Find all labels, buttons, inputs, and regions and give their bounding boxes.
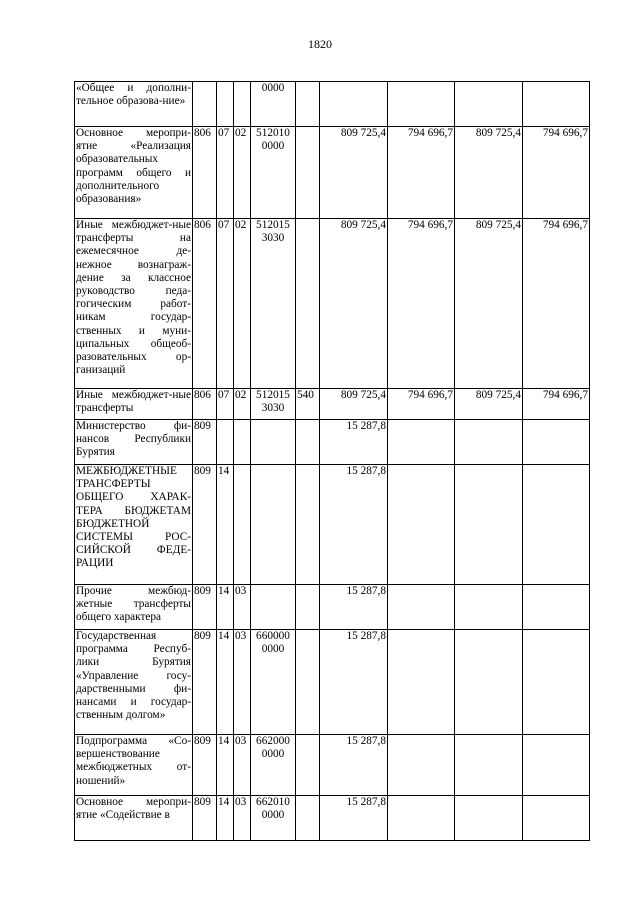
row-sum-1: 15 287,8 [320, 735, 388, 796]
row-section: 14 [217, 796, 234, 841]
row-sum-3 [455, 465, 523, 585]
table-row [75, 465, 590, 585]
row-expense-type [296, 219, 320, 389]
row-expense-type [296, 630, 320, 735]
row-subsection: 03 [234, 796, 251, 841]
row-sum-1: 15 287,8 [320, 465, 388, 585]
row-sum-3 [455, 585, 523, 630]
row-section: 14 [217, 465, 234, 585]
row-name: Иные межбюджет-ные трансферты [75, 389, 193, 420]
row-sum-2 [388, 630, 455, 735]
row-subsection: 02 [234, 219, 251, 389]
row-target-article [251, 420, 296, 465]
row-name: Основное меропри-ятие «Содействие в [75, 796, 193, 841]
row-section: 07 [217, 389, 234, 420]
row-section: 14 [217, 585, 234, 630]
row-sum-4: 794 696,7 [523, 127, 590, 219]
row-section [217, 420, 234, 465]
row-expense-type [296, 796, 320, 841]
row-target-article: 662010 0000 [251, 796, 296, 841]
row-expense-type [296, 82, 320, 127]
row-sum-3 [455, 796, 523, 841]
row-subsection: 02 [234, 389, 251, 420]
row-sum-1: 809 725,4 [320, 127, 388, 219]
row-target-article: 512015 3030 [251, 219, 296, 389]
row-sum-3: 809 725,4 [455, 389, 523, 420]
row-expense-type [296, 465, 320, 585]
row-name: Основное меропри-ятие «Реализация образовательных программ общего и дополнительного образования» [75, 127, 193, 219]
row-expense-type [296, 420, 320, 465]
row-sum-2: 794 696,7 [388, 389, 455, 420]
row-sum-2: 794 696,7 [388, 127, 455, 219]
row-sum-2 [388, 82, 455, 127]
table-row [75, 585, 590, 630]
row-sum-2 [388, 420, 455, 465]
row-target-article: 662000 0000 [251, 735, 296, 796]
row-sum-2 [388, 465, 455, 585]
row-section: 14 [217, 630, 234, 735]
page-number: 1820 [308, 37, 332, 51]
row-subsection [234, 420, 251, 465]
row-grbs: 809 [193, 796, 217, 841]
row-sum-2 [388, 796, 455, 841]
row-sum-4 [523, 82, 590, 127]
row-subsection [234, 465, 251, 585]
row-sum-3 [455, 82, 523, 127]
row-grbs: 806 [193, 219, 217, 389]
row-sum-4: 794 696,7 [523, 389, 590, 420]
row-grbs: 806 [193, 389, 217, 420]
row-grbs [193, 82, 217, 127]
row-target-article: 512010 0000 [251, 127, 296, 219]
row-sum-4: 794 696,7 [523, 219, 590, 389]
row-grbs: 809 [193, 420, 217, 465]
row-grbs: 806 [193, 127, 217, 219]
row-name: МЕЖБЮДЖЕТНЫЕ ТРАНСФЕРТЫ ОБЩЕГО ХАРАК-ТЕРА БЮДЖЕТАМ БЮДЖЕТНОЙ СИСТЕМЫ РОС-СИЙСКОЙ ФЕДЕ-РАЦИИ [75, 465, 193, 585]
row-sum-2: 794 696,7 [388, 219, 455, 389]
row-grbs: 809 [193, 630, 217, 735]
row-sum-3 [455, 420, 523, 465]
row-grbs: 809 [193, 585, 217, 630]
row-name: Государственная программа Респуб-лики Бурятия «Управление госу-дарственными фи-нансами и государ-ственным долгом» [75, 630, 193, 735]
row-subsection: 03 [234, 585, 251, 630]
table-row [75, 420, 590, 465]
row-name: Прочие межбюд-жетные трансферты общего характера [75, 585, 193, 630]
row-sum-1: 809 725,4 [320, 389, 388, 420]
row-section: 07 [217, 127, 234, 219]
row-sum-1 [320, 82, 388, 127]
row-target-article [251, 465, 296, 585]
row-sum-2 [388, 735, 455, 796]
table-row [75, 796, 590, 841]
row-sum-1: 809 725,4 [320, 219, 388, 389]
row-expense-type [296, 127, 320, 219]
row-target-article [251, 585, 296, 630]
row-section: 14 [217, 735, 234, 796]
row-target-article: 512015 3030 [251, 389, 296, 420]
row-sum-4 [523, 420, 590, 465]
table-row [75, 82, 590, 127]
row-expense-type [296, 735, 320, 796]
row-sum-1: 15 287,8 [320, 420, 388, 465]
row-name: Иные межбюджет-ные трансферты на ежемесячное де-нежное вознаграж-дение за классное руководство педа-гогическим работ-никам государ-ственных и муни-ципальных общеоб-разовательных ор-ганизаций [75, 219, 193, 389]
row-section [217, 82, 234, 127]
row-target-article: 660000 0000 [251, 630, 296, 735]
table-row [75, 127, 590, 219]
row-name: Министерство фи-нансов Республики Бурятия [75, 420, 193, 465]
row-name: «Общее и дополни-тельное образова-ние» [75, 82, 193, 127]
budget-table [74, 81, 590, 841]
row-subsection: 02 [234, 127, 251, 219]
row-sum-3: 809 725,4 [455, 127, 523, 219]
row-sum-4 [523, 465, 590, 585]
row-sum-4 [523, 796, 590, 841]
table-row [75, 389, 590, 420]
table-row [75, 735, 590, 796]
row-target-article: 0000 [251, 82, 296, 127]
table-row [75, 630, 590, 735]
row-grbs: 809 [193, 735, 217, 796]
row-expense-type: 540 [296, 389, 320, 420]
row-grbs: 809 [193, 465, 217, 585]
row-section: 07 [217, 219, 234, 389]
row-sum-1: 15 287,8 [320, 585, 388, 630]
row-sum-4 [523, 630, 590, 735]
row-sum-1: 15 287,8 [320, 630, 388, 735]
row-name: Подпрограмма «Со-вершенствование межбюджетных от-ношений» [75, 735, 193, 796]
row-sum-4 [523, 585, 590, 630]
row-sum-3: 809 725,4 [455, 219, 523, 389]
row-subsection [234, 82, 251, 127]
row-subsection: 03 [234, 630, 251, 735]
row-sum-4 [523, 735, 590, 796]
row-sum-3 [455, 735, 523, 796]
row-sum-2 [388, 585, 455, 630]
row-subsection: 03 [234, 735, 251, 796]
table-row [75, 219, 590, 389]
row-sum-3 [455, 630, 523, 735]
row-sum-1: 15 287,8 [320, 796, 388, 841]
row-expense-type [296, 585, 320, 630]
